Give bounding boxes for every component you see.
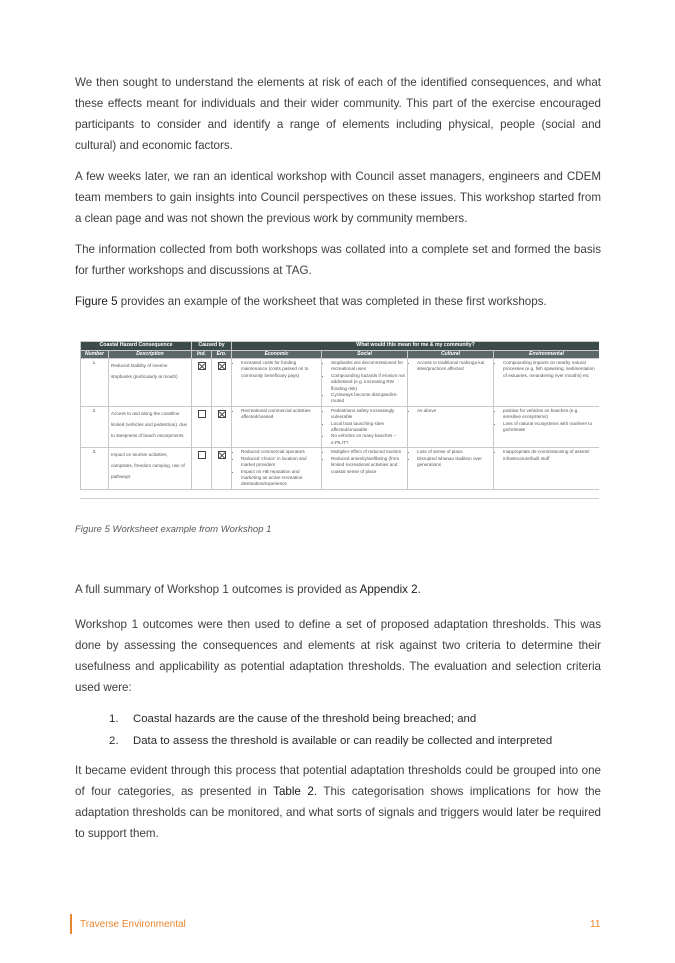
list-item-text: Data to assess the threshold is available or can readily be collected and interpreted (133, 735, 553, 747)
table-row (81, 448, 600, 489)
categories-after: . This categorisation shows implications for how the adaptation thresholds can be monitored, and what sorts of signals and triggers would later be required to support them. (75, 785, 601, 840)
row-number: 1. (81, 359, 109, 407)
row-ero-cell (212, 359, 232, 407)
list-item: • Cycleways become disrupted/re-routed (331, 392, 405, 405)
list-item: • Disrupted whanau tradition over generations (417, 456, 491, 469)
criteria-list (75, 708, 601, 752)
paragraph-elements-at-risk: We then sought to understand the elements at risk of each of the identified consequences, and what these effects meant for individuals and their wider community. This part of the exercise encouraged participants to consider and identify a range of elements including physical, people (social and cultural) and economic factors. (75, 76, 601, 152)
empty-box-icon[interactable] (198, 451, 206, 459)
list-item-text: Coastal hazards are the cause of the threshold being breached; and (133, 713, 477, 725)
economic-list (234, 449, 319, 487)
worksheet-body (81, 359, 600, 490)
table-row (81, 359, 600, 407)
paragraph-figure-reference (75, 291, 601, 312)
row-cultural-cell (408, 359, 494, 407)
list-item: • Stopbanks are decommissioned for recreational uses (331, 360, 405, 373)
header-hazard-consequence: Coastal Hazard Consequence (81, 342, 192, 351)
checked-box-icon[interactable] (198, 362, 206, 370)
worksheet-figure (80, 341, 599, 499)
cultural-list (410, 360, 491, 373)
footer-accent-bar (70, 914, 72, 934)
row-ero-cell (212, 406, 232, 447)
list-item: • Access to traditional mahinga kai sites/practices affected (417, 360, 491, 373)
row-economic-cell (232, 359, 322, 407)
list-item (75, 708, 601, 730)
figure-caption: Figure 5 Worksheet example from Workshop 1 (75, 524, 272, 535)
header-ero: Ero. (212, 351, 232, 359)
paragraph-thresholds: Workshop 1 outcomes were then used to define a set of proposed adaptation thresholds. This was done by assessing the consequences and elements at risk against two criteria to determine their usefulness and applicability as potential adaptation thresholds. The evaluation and selection criteria used were: (75, 618, 601, 694)
row-cultural-cell (408, 406, 494, 447)
list-item-number: 2. (109, 735, 119, 747)
table-row (81, 406, 600, 447)
row-description: Access to and along the coastline limited (vehicles and pedestrian), due to steepness of beach escarpments (109, 406, 192, 447)
checked-box-icon[interactable] (218, 362, 226, 370)
row-environmental-cell (494, 448, 599, 489)
cultural-list (410, 408, 491, 414)
list-item: • Increased costs for funding maintenance (costs passed on to community beneficiary pays) (241, 360, 319, 379)
row-ero-cell (212, 448, 232, 489)
row-social-cell (322, 406, 408, 447)
list-item: • Compounding impacts on nearby natural processes (e.g. fish spawning, sedimentation of estuaries, meandering river mouths) etc (503, 360, 597, 379)
list-item: • Loss of sense of place (417, 449, 491, 455)
row-cultural-cell (408, 448, 494, 489)
cultural-list (410, 449, 491, 468)
categories-before: It became evident through this process that potential adaptation thresholds could be grouped into one of four categories, as presented in (75, 764, 601, 798)
page-number: 11 (590, 919, 601, 930)
figure-ref-text: provides an example of the worksheet that was completed in these first workshops. (117, 295, 547, 308)
environmental-list (496, 449, 597, 462)
paragraph-council-workshop: A few weeks later, we ran an identical workshop with Council asset managers, engineers and CDEM team members to gain insights into Council perspectives on these issues. This workshop started from a clean page and was not shown the previous work by community members. (75, 170, 601, 225)
list-item: • Compounding hazards if erosion not addressed (e.g. increasing RW flooding risk) (331, 373, 405, 392)
row-number: 3. (81, 448, 109, 489)
social-list (324, 449, 405, 475)
header-economic: Economic (232, 351, 322, 359)
paragraph-appendix (75, 579, 601, 600)
list-item: • Recreational commercial activities affected/ceased (241, 408, 319, 421)
economic-list (234, 360, 319, 379)
list-item: • As above (417, 408, 491, 414)
list-item: • Multiplier effect of reduced tourism (331, 449, 405, 455)
header-description: Description (109, 351, 192, 359)
figure-5-link[interactable]: Figure 5 (75, 295, 118, 308)
header-caused-by: Caused by (192, 342, 232, 351)
table-2-link[interactable]: Table 2 (273, 785, 314, 798)
empty-box-icon[interactable] (198, 410, 206, 418)
header-meaning: What would this mean for me & my community? (232, 342, 599, 351)
body-text-top (75, 72, 601, 322)
header-cultural: Cultural (408, 351, 494, 359)
list-item: • Reduced amenity/wellbeing (from limited recreational activities and coastal sense of place (331, 456, 405, 475)
appendix-2-link[interactable]: Appendix 2. (359, 583, 421, 596)
social-list (324, 360, 405, 405)
list-item: • positive for vehicles on beaches (e.g. sensitive ecosystems) (503, 408, 597, 421)
checked-box-icon[interactable] (218, 451, 226, 459)
list-item: • Local boat launching sites affected/unusable (331, 421, 405, 434)
worksheet-header-row-1 (81, 342, 600, 351)
checked-box-icon[interactable] (218, 410, 226, 418)
list-item: • No vehicles on many beaches – e.PILIT? (331, 433, 405, 446)
appendix-lead: A full summary of Workshop 1 outcomes is provided as (75, 583, 360, 596)
row-number: 2. (81, 406, 109, 447)
worksheet-table (80, 341, 599, 490)
row-description: Reduced stability of riverine stopbanks (particularly at mouth) (109, 359, 192, 407)
header-number: Number (81, 351, 109, 359)
list-item: • Loss of natural ecosystems with nowhere to go/retreate (503, 421, 597, 434)
paragraph-collated-info: The information collected from both workshops was collated into a complete set and formed the basis for further workshops and discussions at TAG. (75, 243, 601, 277)
list-item: • Pedestrians safety increasingly vulnerable (331, 408, 405, 421)
row-social-cell (322, 359, 408, 407)
paragraph-categories (75, 760, 601, 844)
header-social: Social (322, 351, 408, 359)
row-ind-cell (192, 448, 212, 489)
body-text-bottom (75, 579, 601, 854)
worksheet-header-row-2 (81, 351, 600, 359)
header-ind: Ind. (192, 351, 212, 359)
list-item: • Inappropriate de-commissioning of assets/ infrastructure/built stuff (503, 449, 597, 462)
list-item: • Reduced commercial operators (241, 449, 319, 455)
list-item: • Impact on HB reputation and marketing as active recreation destination/experience (241, 469, 319, 488)
environmental-list (496, 408, 597, 434)
row-ind-cell (192, 406, 212, 447)
social-list (324, 408, 405, 446)
list-item: • Reduced 'choice' in location and market providers (241, 456, 319, 469)
header-environmental: Environmental (494, 351, 599, 359)
economic-list (234, 408, 319, 421)
row-ind-cell (192, 359, 212, 407)
row-description: Impact on tourism activities, campsites, freedom camping, use of pathways (109, 448, 192, 489)
footer-company: Traverse Environmental (80, 919, 186, 930)
list-item (75, 730, 601, 752)
list-item-number: 1. (109, 713, 119, 725)
row-economic-cell (232, 448, 322, 489)
row-environmental-cell (494, 359, 599, 407)
environmental-list (496, 360, 597, 379)
row-environmental-cell (494, 406, 599, 447)
row-social-cell (322, 448, 408, 489)
row-economic-cell (232, 406, 322, 447)
